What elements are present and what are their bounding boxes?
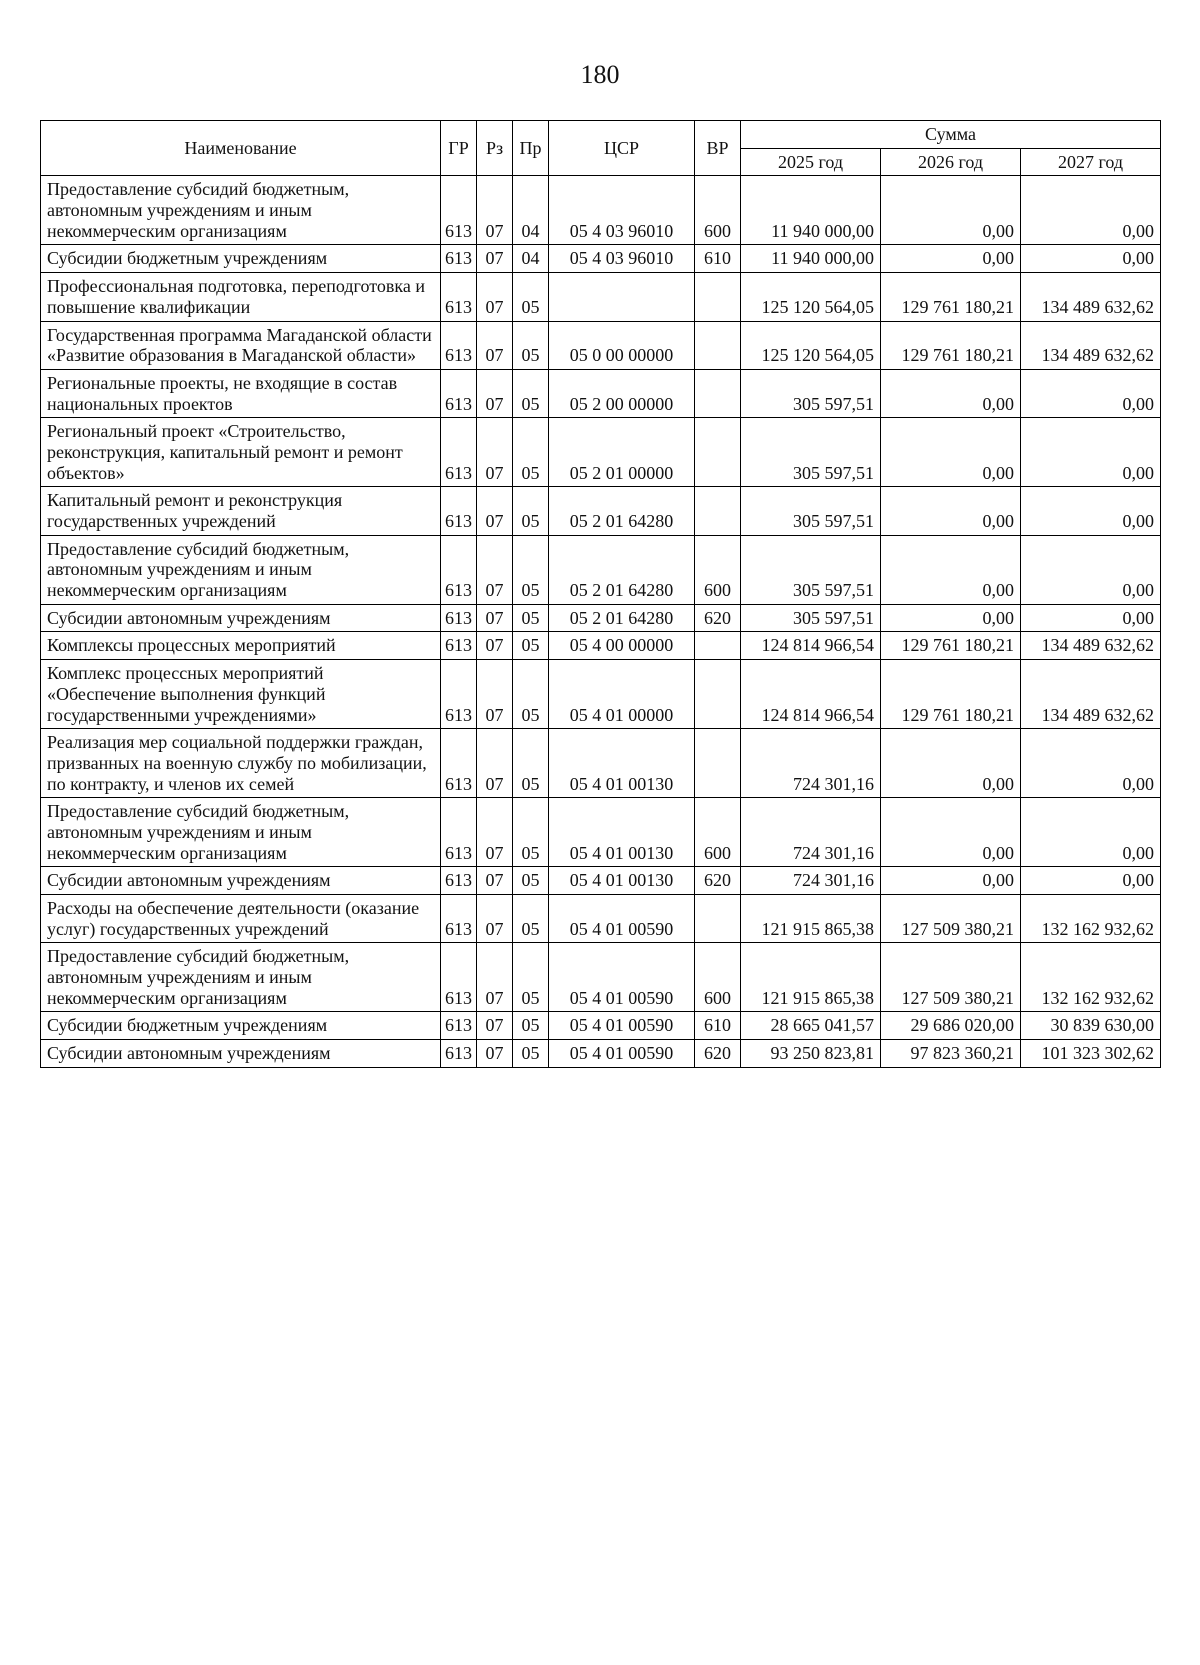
row-csr: 05 2 01 64280 (549, 535, 695, 604)
row-gr: 613 (441, 321, 477, 369)
table-row (41, 660, 1161, 729)
row-2025: 121 915 865,38 (741, 943, 881, 1012)
row-vr: 600 (695, 176, 741, 245)
row-2026: 0,00 (881, 729, 1021, 798)
table-row (41, 321, 1161, 369)
row-pr: 05 (513, 273, 549, 321)
row-2026: 97 823 360,21 (881, 1040, 1021, 1068)
row-2025: 305 597,51 (741, 535, 881, 604)
row-2027: 134 489 632,62 (1021, 321, 1161, 369)
row-2027: 132 162 932,62 (1021, 943, 1161, 1012)
row-2025: 724 301,16 (741, 729, 881, 798)
header-2026: 2026 год (881, 148, 1021, 176)
header-name: Наименование (41, 121, 441, 176)
row-gr: 613 (441, 1012, 477, 1040)
row-rz: 07 (477, 1040, 513, 1068)
row-2027: 0,00 (1021, 176, 1161, 245)
row-pr: 05 (513, 604, 549, 632)
row-rz: 07 (477, 1012, 513, 1040)
row-2027: 30 839 630,00 (1021, 1012, 1161, 1040)
row-name: Комплексы процессных мероприятий (41, 632, 441, 660)
row-vr (695, 729, 741, 798)
row-name: Субсидии автономным учреждениям (41, 604, 441, 632)
row-pr: 05 (513, 321, 549, 369)
row-pr: 05 (513, 660, 549, 729)
row-rz: 07 (477, 487, 513, 535)
row-vr: 600 (695, 535, 741, 604)
row-name: Предоставление субсидий бюджетным, автономным учреждениям и иным некоммерческим организациям (41, 535, 441, 604)
row-gr: 613 (441, 660, 477, 729)
table-row (41, 1040, 1161, 1068)
row-csr: 05 4 03 96010 (549, 245, 695, 273)
row-2026: 0,00 (881, 535, 1021, 604)
row-gr: 613 (441, 369, 477, 417)
row-2027: 0,00 (1021, 418, 1161, 487)
row-2025: 28 665 041,57 (741, 1012, 881, 1040)
row-name: Государственная программа Магаданской области «Развитие образования в Магаданской области» (41, 321, 441, 369)
header-gr: ГР (441, 121, 477, 176)
row-rz: 07 (477, 895, 513, 943)
row-2025: 121 915 865,38 (741, 895, 881, 943)
row-vr (695, 895, 741, 943)
row-2025: 305 597,51 (741, 418, 881, 487)
row-csr: 05 4 01 00590 (549, 1040, 695, 1068)
row-2025: 124 814 966,54 (741, 632, 881, 660)
row-vr: 620 (695, 867, 741, 895)
row-gr: 613 (441, 487, 477, 535)
table-row (41, 632, 1161, 660)
row-vr (695, 632, 741, 660)
row-pr: 05 (513, 943, 549, 1012)
row-pr: 05 (513, 1012, 549, 1040)
row-csr: 05 4 03 96010 (549, 176, 695, 245)
row-2026: 0,00 (881, 604, 1021, 632)
row-csr: 05 4 00 00000 (549, 632, 695, 660)
row-gr: 613 (441, 176, 477, 245)
row-csr: 05 4 01 00130 (549, 798, 695, 867)
table-row (41, 418, 1161, 487)
row-vr: 600 (695, 943, 741, 1012)
row-csr: 05 2 01 64280 (549, 604, 695, 632)
row-rz: 07 (477, 176, 513, 245)
row-2027: 0,00 (1021, 535, 1161, 604)
row-name: Субсидии автономным учреждениям (41, 867, 441, 895)
row-vr (695, 321, 741, 369)
header-rz: Рз (477, 121, 513, 176)
row-2025: 305 597,51 (741, 604, 881, 632)
row-2026: 129 761 180,21 (881, 273, 1021, 321)
row-gr: 613 (441, 943, 477, 1012)
row-rz: 07 (477, 273, 513, 321)
table-row (41, 729, 1161, 798)
table-row (41, 535, 1161, 604)
table-row (41, 176, 1161, 245)
row-2025: 11 940 000,00 (741, 245, 881, 273)
row-rz: 07 (477, 943, 513, 1012)
row-csr: 05 2 01 64280 (549, 487, 695, 535)
row-2027: 134 489 632,62 (1021, 632, 1161, 660)
row-2026: 0,00 (881, 245, 1021, 273)
row-2027: 101 323 302,62 (1021, 1040, 1161, 1068)
table-row (41, 604, 1161, 632)
row-pr: 05 (513, 418, 549, 487)
row-2025: 11 940 000,00 (741, 176, 881, 245)
table-row (41, 1012, 1161, 1040)
row-pr: 04 (513, 245, 549, 273)
row-gr: 613 (441, 729, 477, 798)
row-rz: 07 (477, 369, 513, 417)
row-name: Субсидии бюджетным учреждениям (41, 1012, 441, 1040)
row-vr (695, 660, 741, 729)
row-2026: 127 509 380,21 (881, 943, 1021, 1012)
header-vr: ВР (695, 121, 741, 176)
row-name: Предоставление субсидий бюджетным, автономным учреждениям и иным некоммерческим организациям (41, 943, 441, 1012)
row-gr: 613 (441, 273, 477, 321)
row-pr: 05 (513, 729, 549, 798)
row-vr (695, 418, 741, 487)
row-gr: 613 (441, 895, 477, 943)
table-row (41, 895, 1161, 943)
row-2027: 132 162 932,62 (1021, 895, 1161, 943)
table-row (41, 273, 1161, 321)
row-2025: 124 814 966,54 (741, 660, 881, 729)
row-2027: 0,00 (1021, 604, 1161, 632)
row-name: Реализация мер социальной поддержки граждан, призванных на военную службу по мобилизации, по контракту, и членов их семей (41, 729, 441, 798)
row-2027: 0,00 (1021, 798, 1161, 867)
row-2025: 724 301,16 (741, 798, 881, 867)
row-rz: 07 (477, 535, 513, 604)
row-name: Региональный проект «Строительство, реконструкция, капитальный ремонт и ремонт объектов» (41, 418, 441, 487)
page-number: 180 (580, 60, 620, 89)
row-name: Комплекс процессных мероприятий «Обеспечение выполнения функций государственными учреждениями» (41, 660, 441, 729)
budget-table (40, 120, 1161, 1068)
row-2025: 125 120 564,05 (741, 321, 881, 369)
row-rz: 07 (477, 418, 513, 487)
row-vr: 610 (695, 245, 741, 273)
row-gr: 613 (441, 1040, 477, 1068)
row-pr: 05 (513, 369, 549, 417)
row-gr: 613 (441, 798, 477, 867)
row-2027: 0,00 (1021, 729, 1161, 798)
row-pr: 05 (513, 487, 549, 535)
table-row (41, 798, 1161, 867)
row-pr: 05 (513, 798, 549, 867)
row-2026: 129 761 180,21 (881, 660, 1021, 729)
row-name: Субсидии автономным учреждениям (41, 1040, 441, 1068)
row-vr: 620 (695, 1040, 741, 1068)
row-vr (695, 273, 741, 321)
header-pr: Пр (513, 121, 549, 176)
row-2026: 0,00 (881, 369, 1021, 417)
row-2026: 0,00 (881, 867, 1021, 895)
row-pr: 05 (513, 867, 549, 895)
row-2027: 0,00 (1021, 487, 1161, 535)
row-csr: 05 4 01 00590 (549, 943, 695, 1012)
row-rz: 07 (477, 798, 513, 867)
row-2027: 0,00 (1021, 245, 1161, 273)
row-vr (695, 487, 741, 535)
row-2027: 134 489 632,62 (1021, 273, 1161, 321)
row-name: Капитальный ремонт и реконструкция государственных учреждений (41, 487, 441, 535)
row-name: Субсидии бюджетным учреждениям (41, 245, 441, 273)
row-name: Предоставление субсидий бюджетным, автономным учреждениям и иным некоммерческим организациям (41, 176, 441, 245)
row-pr: 05 (513, 535, 549, 604)
row-rz: 07 (477, 660, 513, 729)
row-csr: 05 4 01 00130 (549, 729, 695, 798)
row-2025: 724 301,16 (741, 867, 881, 895)
row-gr: 613 (441, 867, 477, 895)
row-name: Региональные проекты, не входящие в состав национальных проектов (41, 369, 441, 417)
row-rz: 07 (477, 245, 513, 273)
row-vr: 620 (695, 604, 741, 632)
row-csr: 05 0 00 00000 (549, 321, 695, 369)
row-2025: 93 250 823,81 (741, 1040, 881, 1068)
row-csr: 05 4 01 00590 (549, 895, 695, 943)
row-csr: 05 4 01 00130 (549, 867, 695, 895)
row-rz: 07 (477, 321, 513, 369)
row-2026: 0,00 (881, 176, 1021, 245)
row-gr: 613 (441, 418, 477, 487)
row-vr: 600 (695, 798, 741, 867)
table-row (41, 943, 1161, 1012)
table-row (41, 369, 1161, 417)
row-2026: 129 761 180,21 (881, 321, 1021, 369)
row-pr: 04 (513, 176, 549, 245)
row-name: Предоставление субсидий бюджетным, автономным учреждениям и иным некоммерческим организациям (41, 798, 441, 867)
row-name: Профессиональная подготовка, переподготовка и повышение квалификации (41, 273, 441, 321)
row-pr: 05 (513, 1040, 549, 1068)
row-2025: 305 597,51 (741, 369, 881, 417)
row-name: Расходы на обеспечение деятельности (оказание услуг) государственных учреждений (41, 895, 441, 943)
table-row (41, 245, 1161, 273)
row-vr: 610 (695, 1012, 741, 1040)
row-csr: 05 2 01 00000 (549, 418, 695, 487)
row-pr: 05 (513, 895, 549, 943)
row-gr: 613 (441, 245, 477, 273)
row-csr: 05 4 01 00000 (549, 660, 695, 729)
row-rz: 07 (477, 867, 513, 895)
row-2027: 0,00 (1021, 867, 1161, 895)
row-gr: 613 (441, 604, 477, 632)
row-2027: 0,00 (1021, 369, 1161, 417)
header-2025: 2025 год (741, 148, 881, 176)
row-vr (695, 369, 741, 417)
header-csr: ЦСР (549, 121, 695, 176)
row-2027: 134 489 632,62 (1021, 660, 1161, 729)
row-2026: 129 761 180,21 (881, 632, 1021, 660)
row-2025: 305 597,51 (741, 487, 881, 535)
row-2026: 127 509 380,21 (881, 895, 1021, 943)
row-gr: 613 (441, 535, 477, 604)
row-csr: 05 4 01 00590 (549, 1012, 695, 1040)
row-rz: 07 (477, 604, 513, 632)
row-rz: 07 (477, 729, 513, 798)
row-csr: 05 2 00 00000 (549, 369, 695, 417)
row-rz: 07 (477, 632, 513, 660)
row-pr: 05 (513, 632, 549, 660)
row-2026: 29 686 020,00 (881, 1012, 1021, 1040)
row-2025: 125 120 564,05 (741, 273, 881, 321)
row-2026: 0,00 (881, 798, 1021, 867)
table-row (41, 867, 1161, 895)
row-2026: 0,00 (881, 487, 1021, 535)
row-csr (549, 273, 695, 321)
row-gr: 613 (441, 632, 477, 660)
header-sum: Сумма (741, 121, 1161, 149)
table-body (41, 176, 1161, 1067)
row-2026: 0,00 (881, 418, 1021, 487)
header-2027: 2027 год (1021, 148, 1161, 176)
table-row (41, 487, 1161, 535)
